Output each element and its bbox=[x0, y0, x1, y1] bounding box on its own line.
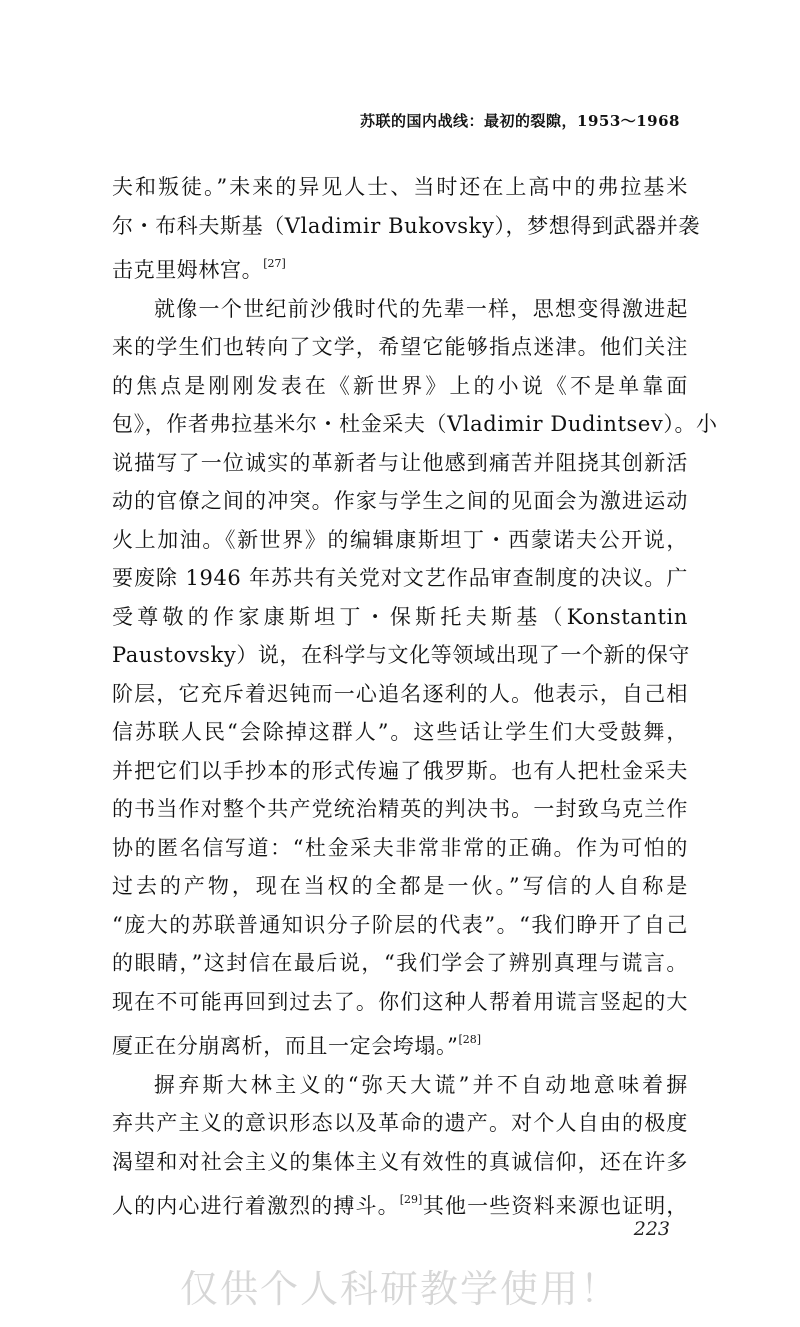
footnote-ref: [29] bbox=[399, 1193, 423, 1206]
text-line: 尔・布科夫斯基（Vladimir Bukovsky），梦想得到武器并袭 bbox=[112, 213, 700, 238]
footnote-ref: [28] bbox=[458, 1033, 482, 1046]
footnote-ref: [27] bbox=[263, 257, 286, 270]
text-line: “庞大的苏联普通知识分子阶层的代表”。“我们睁开了自己 bbox=[112, 912, 688, 937]
text-line: Paustovsky）说，在科学与文化等领域出现了一个新的保守 bbox=[112, 643, 690, 667]
text-line: 的焦点是刚刚发表在《新世界》上的小说《不是单靠面 bbox=[112, 373, 688, 398]
text-line: 包》，作者弗拉基米尔・杜金采夫（Vladimir Dudintsev）。小 bbox=[112, 412, 718, 436]
text-line: 动的官僚之间的冲突。作家与学生之间的见面会为激进运动 bbox=[112, 489, 688, 513]
text-line: 摒弃斯大林主义的“弥天大谎”并不自动地意味着摒 bbox=[154, 1072, 688, 1097]
text-line: 的眼睛，”这封信在最后说，“我们学会了辨别真理与谎言。 bbox=[112, 951, 688, 975]
paragraph-1 bbox=[112, 168, 700, 290]
watermark: 仅供个人科研教学使用！ bbox=[179, 1267, 620, 1311]
text-line: 击克里姆林宫。[27] bbox=[112, 257, 286, 282]
text-line: 现在不可能再回到过去了。你们这种人帮着用谎言竖起的大 bbox=[112, 989, 688, 1014]
text-line: 渴望和对社会主义的集体主义有效性的真诚信仰，还在许多 bbox=[112, 1149, 688, 1174]
text-line: 火上加油。《新世界》的编辑康斯坦丁・西蒙诺夫公开说， bbox=[112, 527, 688, 552]
body-text bbox=[112, 168, 718, 1226]
text-line: 的书当作对整个共产党统治精英的判决书。一封致乌克兰作 bbox=[112, 797, 688, 821]
text-line: 阶层，它充斥着迟钝而一心追名逐利的人。他表示，自己相 bbox=[112, 681, 688, 706]
text-line: 弃共产主义的意识形态以及革命的遗产。对个人自由的极度 bbox=[112, 1111, 688, 1135]
paragraph-3 bbox=[112, 1066, 688, 1226]
text-line: 厦正在分崩离析，而且一定会垮塌。”[28] bbox=[112, 1033, 482, 1058]
text-line: 就像一个世纪前沙俄时代的先辈一样，思想变得激进起 bbox=[154, 296, 688, 321]
text-line: 说描写了一位诚实的革新者与让他感到痛苦并阻挠其创新活 bbox=[112, 450, 688, 475]
paragraph-2 bbox=[112, 290, 718, 1066]
text-line: 受尊敬的作家康斯坦丁・保斯托夫斯基（Konstantin bbox=[112, 604, 688, 629]
text-line: 协的匿名信写道：“杜金采夫非常非常的正确。作为可怕的 bbox=[112, 835, 688, 860]
text-line: 并把它们以手抄本的形式传遍了俄罗斯。也有人把杜金采夫 bbox=[112, 758, 688, 783]
text-line: 来的学生们也转向了文学，希望它能够指点迷津。他们关注 bbox=[112, 335, 688, 359]
text-line: 要废除 1946 年苏共有关党对文艺作品审查制度的决议。广 bbox=[112, 566, 688, 590]
text-line: 人的内心进行着激烈的搏斗。[29]其他一些资料来源也证明， bbox=[112, 1193, 688, 1218]
text-line: 信苏联人民“会除掉这群人”。这些话让学生们大受鼓舞， bbox=[112, 720, 688, 744]
text-line: 过去的产物，现在当权的全都是一伙。”写信的人自称是 bbox=[112, 874, 688, 898]
running-header: 苏联的国内战线：最初的裂隙，1953～1968 bbox=[360, 112, 680, 130]
text-line: 夫和叛徒。”未来的异见人士、当时还在上高中的弗拉基米 bbox=[112, 175, 688, 199]
page-number: 223 bbox=[633, 1218, 670, 1240]
